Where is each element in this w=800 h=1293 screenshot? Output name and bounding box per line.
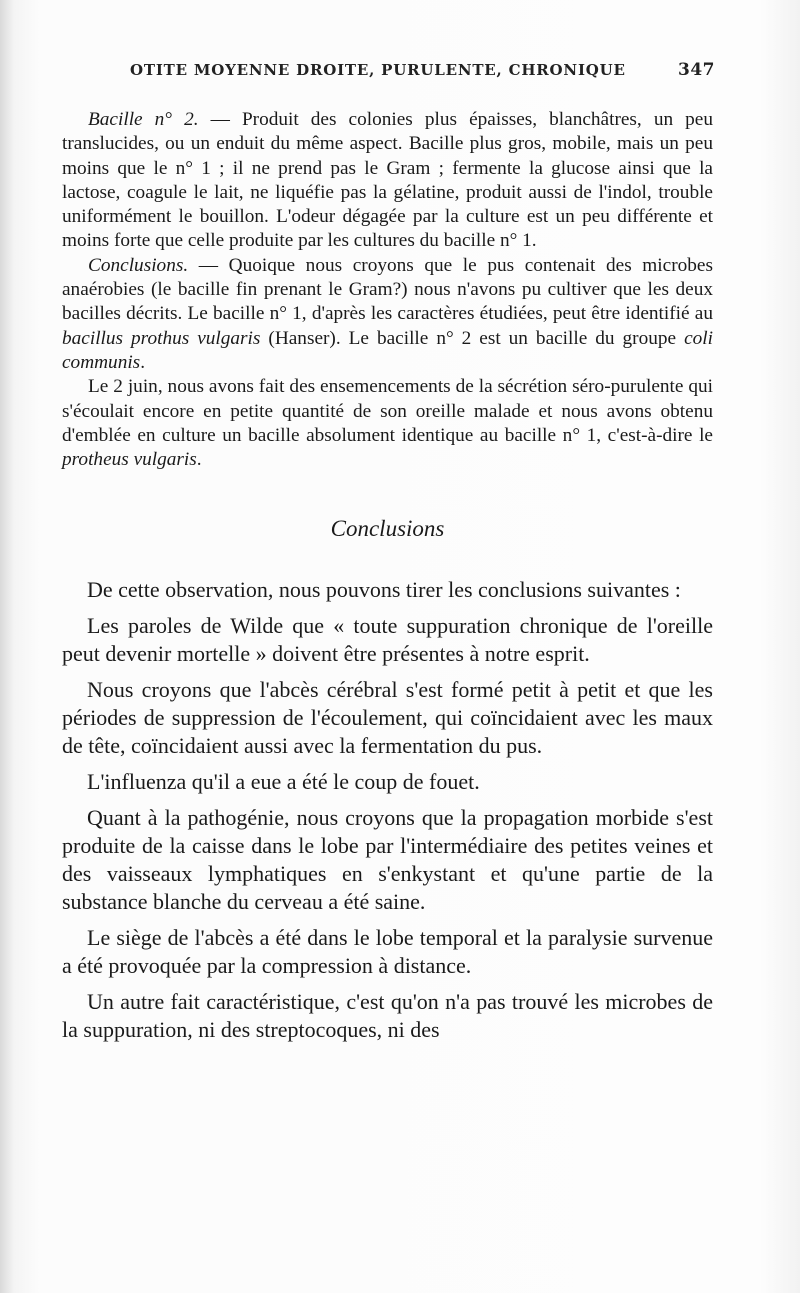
paragraph-text: — Quoique nous croyons que le pus contenait des microbes anaérobies (le bacille fin prenant le Gram?) nous n'avons pu cultiver que les deux bacilles décrits. Le bacille n° 1, d'après les caractères étudiées, peut être identifié au bbox=[62, 254, 713, 325]
section-title: Conclusions bbox=[330, 516, 445, 542]
running-header bbox=[130, 60, 715, 80]
conclusion-paragraph: Nous croyons que l'abcès cérébral s'est formé petit à petit et que les périodes de suppression de l'écoulement, qui coïncidaient avec les maux de tête, coïncidaient aussi avec la fermentation du pus. bbox=[62, 677, 713, 759]
paragraph-conclusions bbox=[62, 254, 713, 375]
paragraph-text: — Produit des colonies plus épaisses, blanchâtres, un peu translucides, ou un enduit du même aspect. Bacille plus gros, mobile, mais un peu moins que le n° 1 ; il ne prend pas le Gram ; fermente la glucose ainsi que la lactose, coagule le lait, ne liquéfie pas la gélatine, produit aussi de l'indol, trouble uniformément le bouillon. L'odeur dégagée par la culture est un peu différente et moins forte que celle produite par les cultures du bacille n° 1. bbox=[62, 109, 713, 252]
page-number: 347 bbox=[678, 60, 715, 80]
paragraph-text: . bbox=[196, 449, 202, 471]
species-name: bacillus prothus vulgaris bbox=[62, 327, 261, 349]
paragraph-text: (Hanser). Le bacille n° 2 est un bacille du groupe bbox=[260, 327, 685, 349]
paragraph-lead: Bacille n° 2. bbox=[88, 109, 199, 130]
paragraph-bacille-2 bbox=[62, 108, 713, 254]
species-name: coli communis bbox=[62, 327, 713, 373]
conclusion-paragraph: De cette observation, nous pouvons tirer les conclusions suivantes : bbox=[87, 577, 681, 603]
paragraph-2-juin bbox=[62, 375, 713, 472]
conclusions-section bbox=[62, 576, 713, 1044]
conclusion-paragraph: Le siège de l'abcès a été dans le lobe temporal et la paralysie survenue a été provoquée par la compression à distance. bbox=[62, 925, 713, 979]
paragraph-text: . bbox=[140, 351, 146, 373]
conclusion-paragraph: Un autre fait caractéristique, c'est qu'on n'a pas trouvé les microbes de la suppuration, ni des streptocoques, ni des bbox=[62, 989, 713, 1043]
observation-details bbox=[62, 108, 713, 472]
paragraph-text: Le 2 juin, nous avons fait des ensemencements de la sécrétion séro-purulente qui s'écoulait encore en petite quantité de son oreille malade et nous avons obtenu d'emblée en culture un bacille absolument identique au bacille n° 1, c'est-à-dire le bbox=[62, 376, 713, 446]
conclusion-paragraph: Les paroles de Wilde que « toute suppuration chronique de l'oreille peut devenir mortelle » doivent être présentes à notre esprit. bbox=[62, 613, 713, 667]
conclusion-paragraph: Quant à la pathogénie, nous croyons que la propagation morbide s'est produite de la caisse dans le lobe par l'intermédiaire des petites veines et des vaisseaux lymphatiques en s'enkystant et qu'une partie de la substance blanche du cerveau a été saine. bbox=[62, 805, 713, 915]
running-title: OTITE MOYENNE DROITE, PURULENTE, CHRONIQUE bbox=[130, 61, 626, 79]
species-name: protheus vulgaris bbox=[62, 449, 197, 471]
page-body bbox=[62, 108, 713, 1044]
conclusion-paragraph: L'influenza qu'il a eue a été le coup de fouet. bbox=[87, 769, 480, 795]
paragraph-lead: Conclusions. bbox=[88, 254, 189, 276]
